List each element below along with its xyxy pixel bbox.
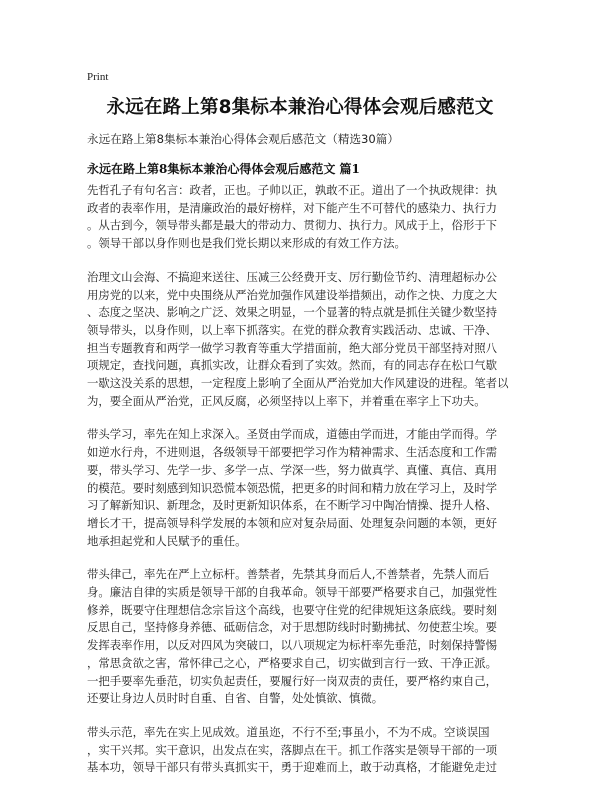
paragraph-line: 项规定，查找问题，真抓实改，让群众看到了实效。然而，有的同志存在松口气歇 bbox=[87, 358, 498, 373]
paragraph-line: 反思自己，坚持修身养德、砥砺信念，对于思想防线时时勤拂拭、勿使惹尘埃。要 bbox=[87, 620, 498, 635]
paragraph-line: 带头学习，率先在知上求深入。圣贤由学而成，道德由学而进，才能由学而得。学 bbox=[87, 427, 498, 442]
document-subtitle: 永远在路上第8集标本兼治心得体会观后感范文（精选30篇） bbox=[87, 132, 399, 146]
paragraph-line: 担当专题教育和两学一做学习教育等重大学措面前，绝大部分党员干部坚持对照八 bbox=[87, 340, 498, 355]
paragraph-line: 身。廉洁自律的实质是领导干部的自我革命。领导干部要严格要求自己，加强党性 bbox=[87, 585, 498, 600]
paragraph-line: ，实干兴邦。实干意识，出发点在实，落脚点在干。抓工作落实是领导干部的一项 bbox=[87, 742, 498, 757]
paragraph-line: 。领导干部以身作则也是我们党长期以来形成的有效工作方法。 bbox=[87, 236, 406, 251]
body-paragraph bbox=[87, 182, 517, 253]
paragraph-line: 政者的表率作用，是清廉政治的最好榜样，对下能产生不可替代的感染力、执行力 bbox=[87, 200, 498, 215]
paragraph-line: 先哲孔子有句名言：政者，正也。子帅以正，孰敢不正。道出了一个执政规律：执 bbox=[87, 183, 498, 197]
paragraph-line: 增长才干，提高领导科学发展的本领和应对复杂局面、处理复杂问题的本领，更好 bbox=[87, 515, 498, 530]
paragraph-line: 修养，既要守住理想信念宗旨这个高线，也要守住党的纪律规矩这条底线。要时刻 bbox=[87, 602, 498, 617]
paragraph-line: 、态度之坚决、影响之广泛、效果之明显，一个显著的特点就是抓住关键少数坚持 bbox=[87, 305, 498, 320]
paragraph-line: 发挥表率作用，以反对四风为突破口，以八项规定为标杆率先垂范，时刻保持警惕 bbox=[87, 638, 498, 653]
document-body bbox=[87, 182, 517, 793]
body-paragraph bbox=[87, 426, 517, 550]
paragraph-line: 地承担起党和人民赋予的重任。 bbox=[87, 533, 247, 548]
paragraph-line: 的模范。要时刻感到知识恐慌本领恐慌，把更多的时间和精力放在学习上，及时学 bbox=[87, 480, 498, 495]
print-label[interactable]: Print bbox=[87, 71, 109, 83]
paragraph-line: 。从古到今，领导带头都是最大的带动力、贯彻力、执行力。风成于上，俗形于下 bbox=[87, 218, 498, 233]
paragraph-line: 习了解新知识、新理念，及时更新知识体系，在不断学习中陶冶情操、提升人格、 bbox=[87, 498, 498, 513]
paragraph-line: 带头律己，率先在严上立标杆。善禁者，先禁其身而后人,不善禁者，先禁人而后 bbox=[87, 567, 490, 582]
page-title: 永远在路上第8集标本兼治心得体会观后感范文 bbox=[106, 97, 494, 118]
paragraph-line: 如逆水行舟，不进则退，各级领导干部要把学习作为精神需求、生活态度和工作需 bbox=[87, 445, 498, 460]
paragraph-line: 还要让身边人员时时自重、自省、自警，处处慎欲、慎微。 bbox=[87, 691, 384, 706]
paragraph-line: 一歇这没关系的思想，一定程度上影响了全面从严治党加大作风建设的进程。笔者以 bbox=[87, 376, 509, 391]
paragraph-line: 领导带头，以身作则，以上率下抓落实。在党的群众教育实践活动、忠诚、干净、 bbox=[87, 322, 498, 337]
body-paragraph bbox=[87, 566, 517, 708]
body-paragraph bbox=[87, 724, 517, 777]
body-paragraph bbox=[87, 269, 517, 411]
paragraph-line: ，常思贪欲之害，常怀律己之心，严格要求自己，切实做到言行一致、干净正派。 bbox=[87, 655, 498, 670]
paragraph-line: 带头示范，率先在实上见成效。道虽迩，不行不至;事虽小，不为不成。空谈误国 bbox=[87, 724, 490, 739]
paragraph-line: 为，要全面从严治党，正风反腐，必须坚持以上率下，并着重在率字上下功夫。 bbox=[87, 393, 486, 408]
paragraph-line: 要，带头学习、先学一步、多学一点、学深一些，努力做真学、真懂、真信、真用 bbox=[87, 462, 498, 477]
section-heading: 永远在路上第8集标本兼治心得体会观后感范文 篇1 bbox=[87, 162, 360, 176]
paragraph-line: 治理文山会海、不搞迎来送往、压减三公经费开支、厉行勤俭节约、清理超标办公 bbox=[87, 269, 498, 284]
paragraph-line: 一把手要率先垂范，切实负起责任，要履行好一岗双责的责任，要严格约束自己， bbox=[87, 673, 498, 688]
paragraph-line: 基本功，领导干部只有带头真抓实干，勇于迎难而上，敢于动真格，才能避免走过 bbox=[87, 760, 498, 775]
paragraph-line: 用房党的以来，党中央围绕从严治党加强作风建设举措频出，动作之快、力度之大 bbox=[87, 287, 498, 302]
